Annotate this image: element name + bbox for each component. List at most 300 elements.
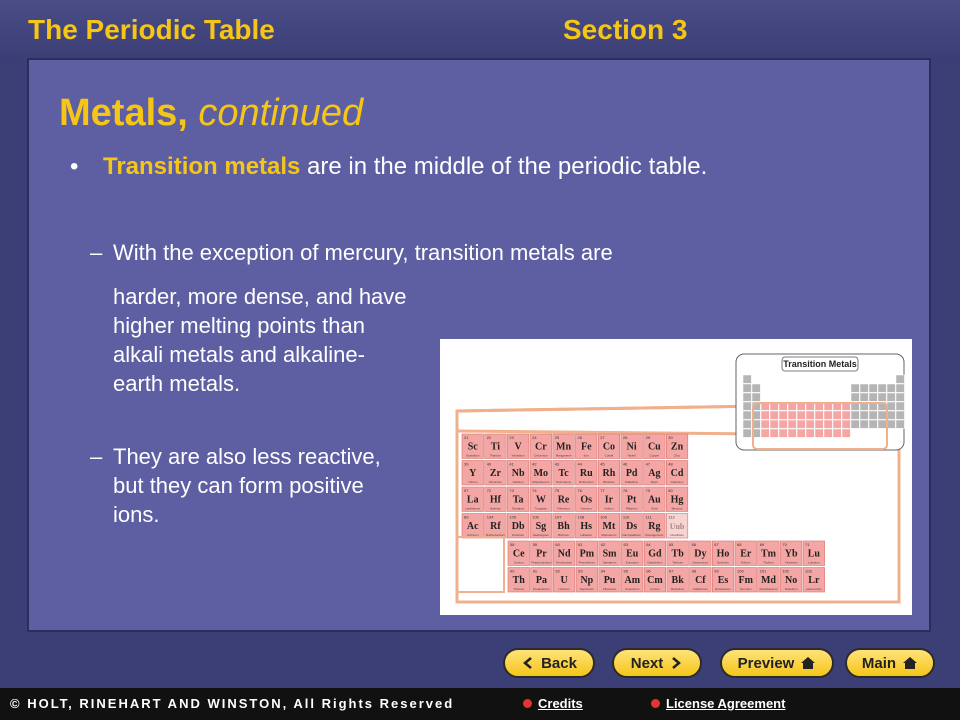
element-symbol: Pd	[625, 467, 638, 479]
atomic-number: 77	[600, 488, 605, 493]
mini-transition-cell	[797, 411, 805, 419]
element-symbol: Cr	[535, 441, 547, 453]
element-symbol: Db	[511, 520, 525, 532]
bullet-rest: are in the middle of the periodic table.	[300, 153, 708, 180]
element-cell-Sc	[462, 434, 484, 459]
mini-element-cell	[878, 384, 886, 392]
element-symbol: Th	[512, 574, 525, 586]
mini-element-cell	[851, 420, 859, 428]
element-name: Copper	[649, 453, 660, 458]
atomic-number: 80	[668, 488, 673, 493]
slide-title-continued: continued	[198, 92, 364, 134]
element-cell-Cf	[690, 568, 712, 593]
element-name: Dubnium	[512, 533, 525, 537]
element-name: Ytterbium	[784, 560, 798, 565]
atomic-number: 110	[622, 514, 630, 520]
atomic-number: 22	[486, 435, 492, 440]
element-name: Praseodymium	[531, 560, 552, 565]
element-symbol: Sm	[602, 548, 617, 560]
element-cell-Cd	[666, 461, 688, 486]
element-symbol: Gd	[648, 548, 662, 560]
element-cell-Am	[622, 568, 644, 593]
mini-element-cell	[887, 402, 895, 410]
element-name: Tungsten	[534, 506, 548, 511]
copyright-text: © HOLT, RINEHART AND WINSTON, All Rights Reserved	[10, 696, 455, 711]
atomic-number: 60	[555, 542, 560, 547]
atomic-number: 112	[668, 514, 675, 520]
element-cell-Au	[644, 487, 666, 512]
mini-element-cell	[869, 420, 877, 428]
atomic-number: 47	[645, 461, 651, 467]
element-symbol: Pu	[603, 574, 616, 586]
element-cell-Sg	[530, 514, 552, 539]
element-name: Holmium	[717, 560, 729, 565]
element-symbol: Au	[647, 494, 661, 506]
callout-bracket	[457, 537, 504, 592]
element-symbol: Pr	[536, 548, 547, 560]
chapter-title: The Periodic Table	[28, 14, 275, 45]
mini-transition-cell	[824, 420, 832, 428]
mini-transition-cell	[779, 429, 787, 437]
element-cell-Ac	[462, 514, 484, 539]
element-name: Cadmium	[670, 480, 684, 484]
arrow-left-icon	[521, 656, 535, 670]
element-cell-Db	[507, 514, 529, 539]
element-cell-Cu	[644, 434, 666, 459]
atomic-number: 111	[645, 514, 652, 520]
element-name: Rhodium	[602, 480, 615, 484]
element-symbol: Md	[760, 574, 776, 586]
mini-element-cell	[743, 384, 751, 392]
element-symbol: Er	[740, 548, 752, 560]
element-symbol: Tm	[760, 548, 776, 560]
element-symbol: Sc	[467, 441, 478, 453]
atomic-number: 29	[645, 435, 651, 440]
atomic-number: 93	[578, 568, 583, 574]
element-symbol: Ce	[512, 548, 525, 560]
element-cell-Ag	[644, 461, 666, 486]
element-symbol: Ag	[648, 467, 661, 479]
atomic-number: 26	[577, 435, 582, 440]
element-name: Cobalt	[604, 453, 614, 458]
element-cell-Np	[576, 568, 598, 593]
element-name: Thorium	[513, 587, 525, 591]
next-button[interactable]	[612, 648, 702, 678]
element-symbol: V	[514, 441, 522, 453]
license-label: License Agreement	[666, 696, 786, 711]
atomic-number: 41	[509, 461, 514, 467]
element-symbol: W	[535, 494, 546, 506]
element-cell-Es	[712, 568, 734, 593]
mini-element-cell	[896, 393, 904, 401]
mini-transition-cell	[815, 429, 823, 437]
mini-transition-cell	[824, 411, 832, 419]
atomic-number: 109	[600, 514, 607, 520]
mini-transition-cell	[806, 411, 814, 419]
element-cell-Bk	[667, 568, 689, 593]
mini-element-cell	[752, 384, 760, 392]
element-symbol: Nd	[557, 548, 571, 560]
element-symbol: Cf	[695, 574, 706, 586]
element-cell-Y	[462, 461, 484, 486]
atomic-number: 25	[554, 435, 560, 440]
mini-element-cell	[878, 393, 886, 401]
mini-transition-cell	[833, 420, 841, 428]
back-label: Back	[541, 654, 577, 672]
element-name: Californium	[692, 587, 708, 591]
element-symbol: Dy	[694, 548, 707, 560]
mini-element-cell	[869, 384, 877, 392]
element-name: Neptunium	[579, 587, 595, 591]
atomic-number: 68	[737, 542, 742, 547]
element-symbol: Y	[469, 467, 477, 479]
mini-transition-cell	[779, 411, 787, 419]
home-icon	[800, 655, 816, 671]
main-button[interactable]	[845, 648, 935, 678]
element-cell-Ni	[621, 434, 643, 459]
element-cell-Tc	[553, 461, 575, 486]
element-symbol: Rh	[602, 467, 616, 479]
atomic-number: 40	[486, 461, 492, 467]
credits-link[interactable]	[523, 696, 583, 711]
element-name: Zirconium	[488, 480, 503, 484]
element-name: Erbium	[740, 560, 751, 565]
atomic-number: 107	[554, 514, 562, 520]
element-name: Rutherfordium	[485, 533, 505, 537]
element-cell-Sm	[599, 541, 621, 566]
element-cell-Ru	[576, 461, 598, 486]
mini-element-cell	[851, 393, 859, 401]
mini-element-cell	[887, 384, 895, 392]
element-name: Iron	[583, 453, 589, 458]
element-cell-Ta	[507, 487, 529, 512]
element-symbol: Zr	[489, 467, 502, 479]
element-symbol: Pt	[626, 494, 637, 506]
atomic-number: 106	[532, 514, 539, 520]
element-cell-Ti	[485, 434, 507, 459]
atomic-number: 61	[578, 542, 583, 547]
atomic-number: 102	[782, 568, 790, 574]
element-name: Seaborgium	[532, 533, 549, 537]
mini-element-cell	[743, 411, 751, 419]
element-cell-Lr	[803, 568, 825, 593]
element-cell-V	[507, 434, 529, 459]
element-cell-Tm	[758, 541, 780, 566]
element-cell-Cr	[530, 434, 552, 459]
element-name: Rhenium	[557, 506, 570, 511]
element-name: Meitnerium	[601, 533, 617, 537]
atomic-number: 23	[509, 435, 514, 440]
element-cell-U	[553, 568, 575, 593]
bullet-highlight: Transition metals	[103, 153, 301, 180]
license-link[interactable]	[651, 696, 785, 711]
atomic-number: 45	[600, 461, 605, 467]
section-label: Section 3	[563, 14, 688, 45]
element-name: Nobelium	[784, 587, 798, 591]
mini-element-cell	[860, 420, 868, 428]
atomic-number: 97	[668, 568, 674, 574]
element-symbol: Lr	[808, 574, 820, 586]
subbullet-properties-rest: harder, more dense, and have higher melting points than alkali metals and alkaline-earth metals.	[113, 284, 407, 396]
atomic-number: 101	[759, 568, 767, 574]
element-symbol: Cm	[647, 574, 663, 586]
element-name: Lutetium	[808, 560, 820, 565]
callout-line	[457, 431, 763, 434]
bullet-dot: •	[70, 153, 79, 180]
mini-transition-cell	[788, 429, 796, 437]
atomic-number: 48	[668, 461, 673, 467]
preview-label: Preview	[737, 654, 795, 672]
mini-element-cell	[896, 375, 904, 383]
back-button[interactable]	[503, 648, 595, 678]
mini-transition-cell	[833, 429, 841, 437]
element-cell-Rf	[485, 514, 507, 539]
mini-element-cell	[896, 402, 904, 410]
atomic-number: 91	[532, 568, 538, 574]
element-symbol: Zn	[670, 441, 684, 453]
element-name: Gold	[651, 506, 658, 511]
element-symbol: Ir	[604, 494, 614, 506]
mini-transition-cell	[833, 411, 841, 419]
callout-line	[457, 406, 763, 411]
mini-transition-cell	[761, 411, 769, 419]
mini-transition-cell	[797, 420, 805, 428]
element-name: Palladium	[625, 480, 639, 484]
element-name: Lawrencium	[805, 587, 822, 591]
atomic-number: 62	[600, 542, 606, 547]
element-name: Plutonium	[602, 587, 617, 591]
element-name: Terbium	[672, 560, 683, 565]
element-cell-Tb	[667, 541, 689, 566]
element-cell-Mn	[553, 434, 575, 459]
element-symbol: Eu	[626, 548, 639, 560]
element-cell-Hf	[485, 487, 507, 512]
element-cell-Pr	[531, 541, 553, 566]
element-symbol: Hg	[670, 494, 684, 506]
element-cell-Dy	[690, 541, 712, 566]
element-cell-Ce	[508, 541, 530, 566]
element-symbol: Tb	[671, 548, 684, 560]
mini-transition-cell	[797, 429, 805, 437]
credits-label: Credits	[538, 696, 583, 711]
bullet-text	[103, 152, 723, 182]
element-symbol: Lu	[807, 548, 820, 560]
element-name: Yttrium	[467, 480, 478, 484]
element-cell-Zr	[485, 461, 507, 486]
element-cell-Yb	[780, 541, 802, 566]
mini-element-cell	[860, 393, 868, 401]
subbullet-reactivity-text: They are also less reactive, but they can form positive ions.	[113, 444, 381, 527]
subbullet-properties-line1: With the exception of mercury, transition metals are	[113, 240, 613, 265]
bullet-icon	[651, 699, 660, 708]
element-name: Protactinium	[533, 587, 550, 591]
element-cell-Ir	[598, 487, 620, 512]
element-name: Neodymium	[556, 560, 573, 565]
element-name: Uranium	[558, 587, 570, 591]
element-name: Ununbium	[670, 533, 684, 537]
subbullet-dash: –	[90, 240, 103, 265]
mini-transition-cell	[806, 420, 814, 428]
element-name: Darmstadtium	[622, 533, 641, 537]
element-symbol: Ho	[716, 548, 730, 560]
mini-element-cell	[896, 384, 904, 392]
atomic-number: 39	[464, 461, 469, 467]
mini-transition-cell	[842, 420, 850, 428]
mini-element-cell	[752, 393, 760, 401]
element-symbol: Mn	[556, 441, 572, 453]
element-symbol: Fe	[580, 441, 592, 453]
element-name: Einsteinium	[715, 587, 731, 591]
element-name: Iridium	[604, 506, 614, 511]
next-label: Next	[630, 654, 664, 672]
atomic-number: 92	[555, 568, 560, 574]
atomic-number: 58	[510, 542, 515, 547]
element-name: Lanthanum	[465, 506, 481, 511]
atomic-number: 72	[486, 488, 492, 493]
mini-element-cell	[743, 375, 751, 383]
element-symbol: La	[466, 494, 479, 506]
mini-transition-cell	[779, 420, 787, 428]
element-name: Manganese	[555, 453, 572, 458]
mini-transition-cell	[824, 429, 832, 437]
element-name: Roentgenium	[645, 533, 664, 537]
mini-element-cell	[851, 384, 859, 392]
element-name: Platinum	[625, 506, 638, 511]
mini-element-cell	[743, 393, 751, 401]
atomic-number: 64	[646, 542, 651, 547]
element-cell-Zn	[666, 434, 688, 459]
element-name: Fermium	[739, 587, 752, 591]
footer-bar	[0, 688, 960, 720]
atomic-number: 71	[805, 542, 810, 547]
element-symbol: Ds	[626, 520, 638, 532]
element-symbol: Bh	[557, 520, 570, 532]
element-cell-Hs	[576, 514, 598, 539]
mini-element-cell	[878, 411, 886, 419]
transition-metals-figure	[440, 339, 912, 615]
element-name: Mendelevium	[759, 587, 778, 591]
element-name: Vanadium	[511, 453, 525, 458]
element-cell-Er	[735, 541, 757, 566]
element-name: Bohrium	[557, 533, 570, 537]
atomic-number: 24	[532, 435, 537, 440]
element-name: Molybdenum	[532, 480, 550, 484]
element-name: Titanium	[489, 453, 502, 458]
element-cell-Pt	[621, 487, 643, 512]
element-symbol: Hf	[489, 494, 502, 506]
atomic-number: 100	[737, 568, 744, 574]
element-name: Nickel	[627, 453, 636, 458]
atomic-number: 105	[509, 514, 517, 520]
element-name: Americium	[625, 587, 640, 591]
element-symbol: Nb	[511, 467, 525, 479]
element-cell-Hg	[666, 487, 688, 512]
bullet-icon	[523, 699, 532, 708]
mini-transition-cell	[788, 420, 796, 428]
element-cell-Rh	[598, 461, 620, 486]
atomic-number: 78	[622, 488, 628, 493]
atomic-number: 42	[532, 461, 537, 467]
atomic-number: 73	[509, 488, 514, 493]
element-symbol: Ta	[512, 494, 524, 506]
element-symbol: Uub	[669, 521, 685, 531]
mini-transition-cell	[842, 429, 850, 437]
mini-element-cell	[887, 420, 895, 428]
element-cell-Th	[508, 568, 530, 593]
element-name: Osmium	[580, 506, 592, 511]
element-name: Cerium	[513, 560, 524, 565]
element-symbol: Cu	[647, 441, 661, 453]
mini-transition-cell	[761, 420, 769, 428]
element-name: Samarium	[602, 560, 617, 565]
element-name: Silver	[650, 480, 659, 484]
element-cell-Mo	[530, 461, 552, 486]
atomic-number: 75	[554, 488, 560, 493]
element-name: Curium	[650, 587, 660, 591]
element-cell-Pd	[621, 461, 643, 486]
mini-transition-cell	[770, 420, 778, 428]
element-symbol: Ac	[466, 520, 479, 532]
atomic-number: 99	[714, 568, 719, 574]
element-symbol: Pm	[579, 548, 595, 560]
element-cell-Bh	[553, 514, 575, 539]
element-cell-W	[530, 487, 552, 512]
mini-transition-cell	[806, 429, 814, 437]
element-symbol: Os	[580, 494, 593, 506]
mini-transition-cell	[842, 411, 850, 419]
atomic-number: 74	[532, 488, 537, 493]
mini-element-cell	[743, 402, 751, 410]
element-cell-Uub	[666, 514, 688, 539]
atomic-number: 28	[622, 435, 628, 440]
element-symbol: Co	[602, 441, 616, 453]
main-label: Main	[861, 654, 897, 672]
atomic-number: 89	[464, 514, 469, 520]
slide-title	[59, 92, 363, 135]
atomic-number: 59	[532, 542, 538, 547]
element-symbol: Sg	[535, 520, 547, 532]
element-symbol: Es	[717, 574, 729, 586]
element-cell-No	[780, 568, 802, 593]
element-name: Actinium	[466, 533, 479, 537]
mini-element-cell	[887, 411, 895, 419]
mini-table-label: Transition Metals	[783, 359, 857, 369]
mini-element-cell	[860, 411, 868, 419]
mini-element-cell	[851, 411, 859, 419]
element-symbol: Mt	[602, 520, 616, 532]
atomic-number: 96	[646, 568, 651, 574]
element-name: Zinc	[674, 453, 680, 458]
atomic-number: 30	[668, 435, 673, 440]
element-cell-Rg	[644, 514, 666, 539]
mini-transition-cell	[770, 429, 778, 437]
element-symbol: Rg	[648, 520, 661, 532]
element-symbol: Rf	[490, 520, 501, 532]
element-cell-Cm	[644, 568, 666, 593]
preview-button[interactable]	[720, 648, 834, 678]
atomic-number: 104	[486, 514, 494, 520]
mini-transition-cell	[770, 411, 778, 419]
atomic-number: 70	[782, 542, 787, 547]
periodic-table-graphic	[440, 339, 912, 615]
element-cell-Ds	[621, 514, 643, 539]
element-name: Tantalum	[512, 506, 525, 511]
element-cell-Re	[553, 487, 575, 512]
element-name: Mercury	[671, 506, 683, 511]
atomic-number: 76	[577, 488, 582, 493]
element-name: Europium	[625, 560, 639, 565]
element-symbol: Yb	[784, 548, 798, 560]
